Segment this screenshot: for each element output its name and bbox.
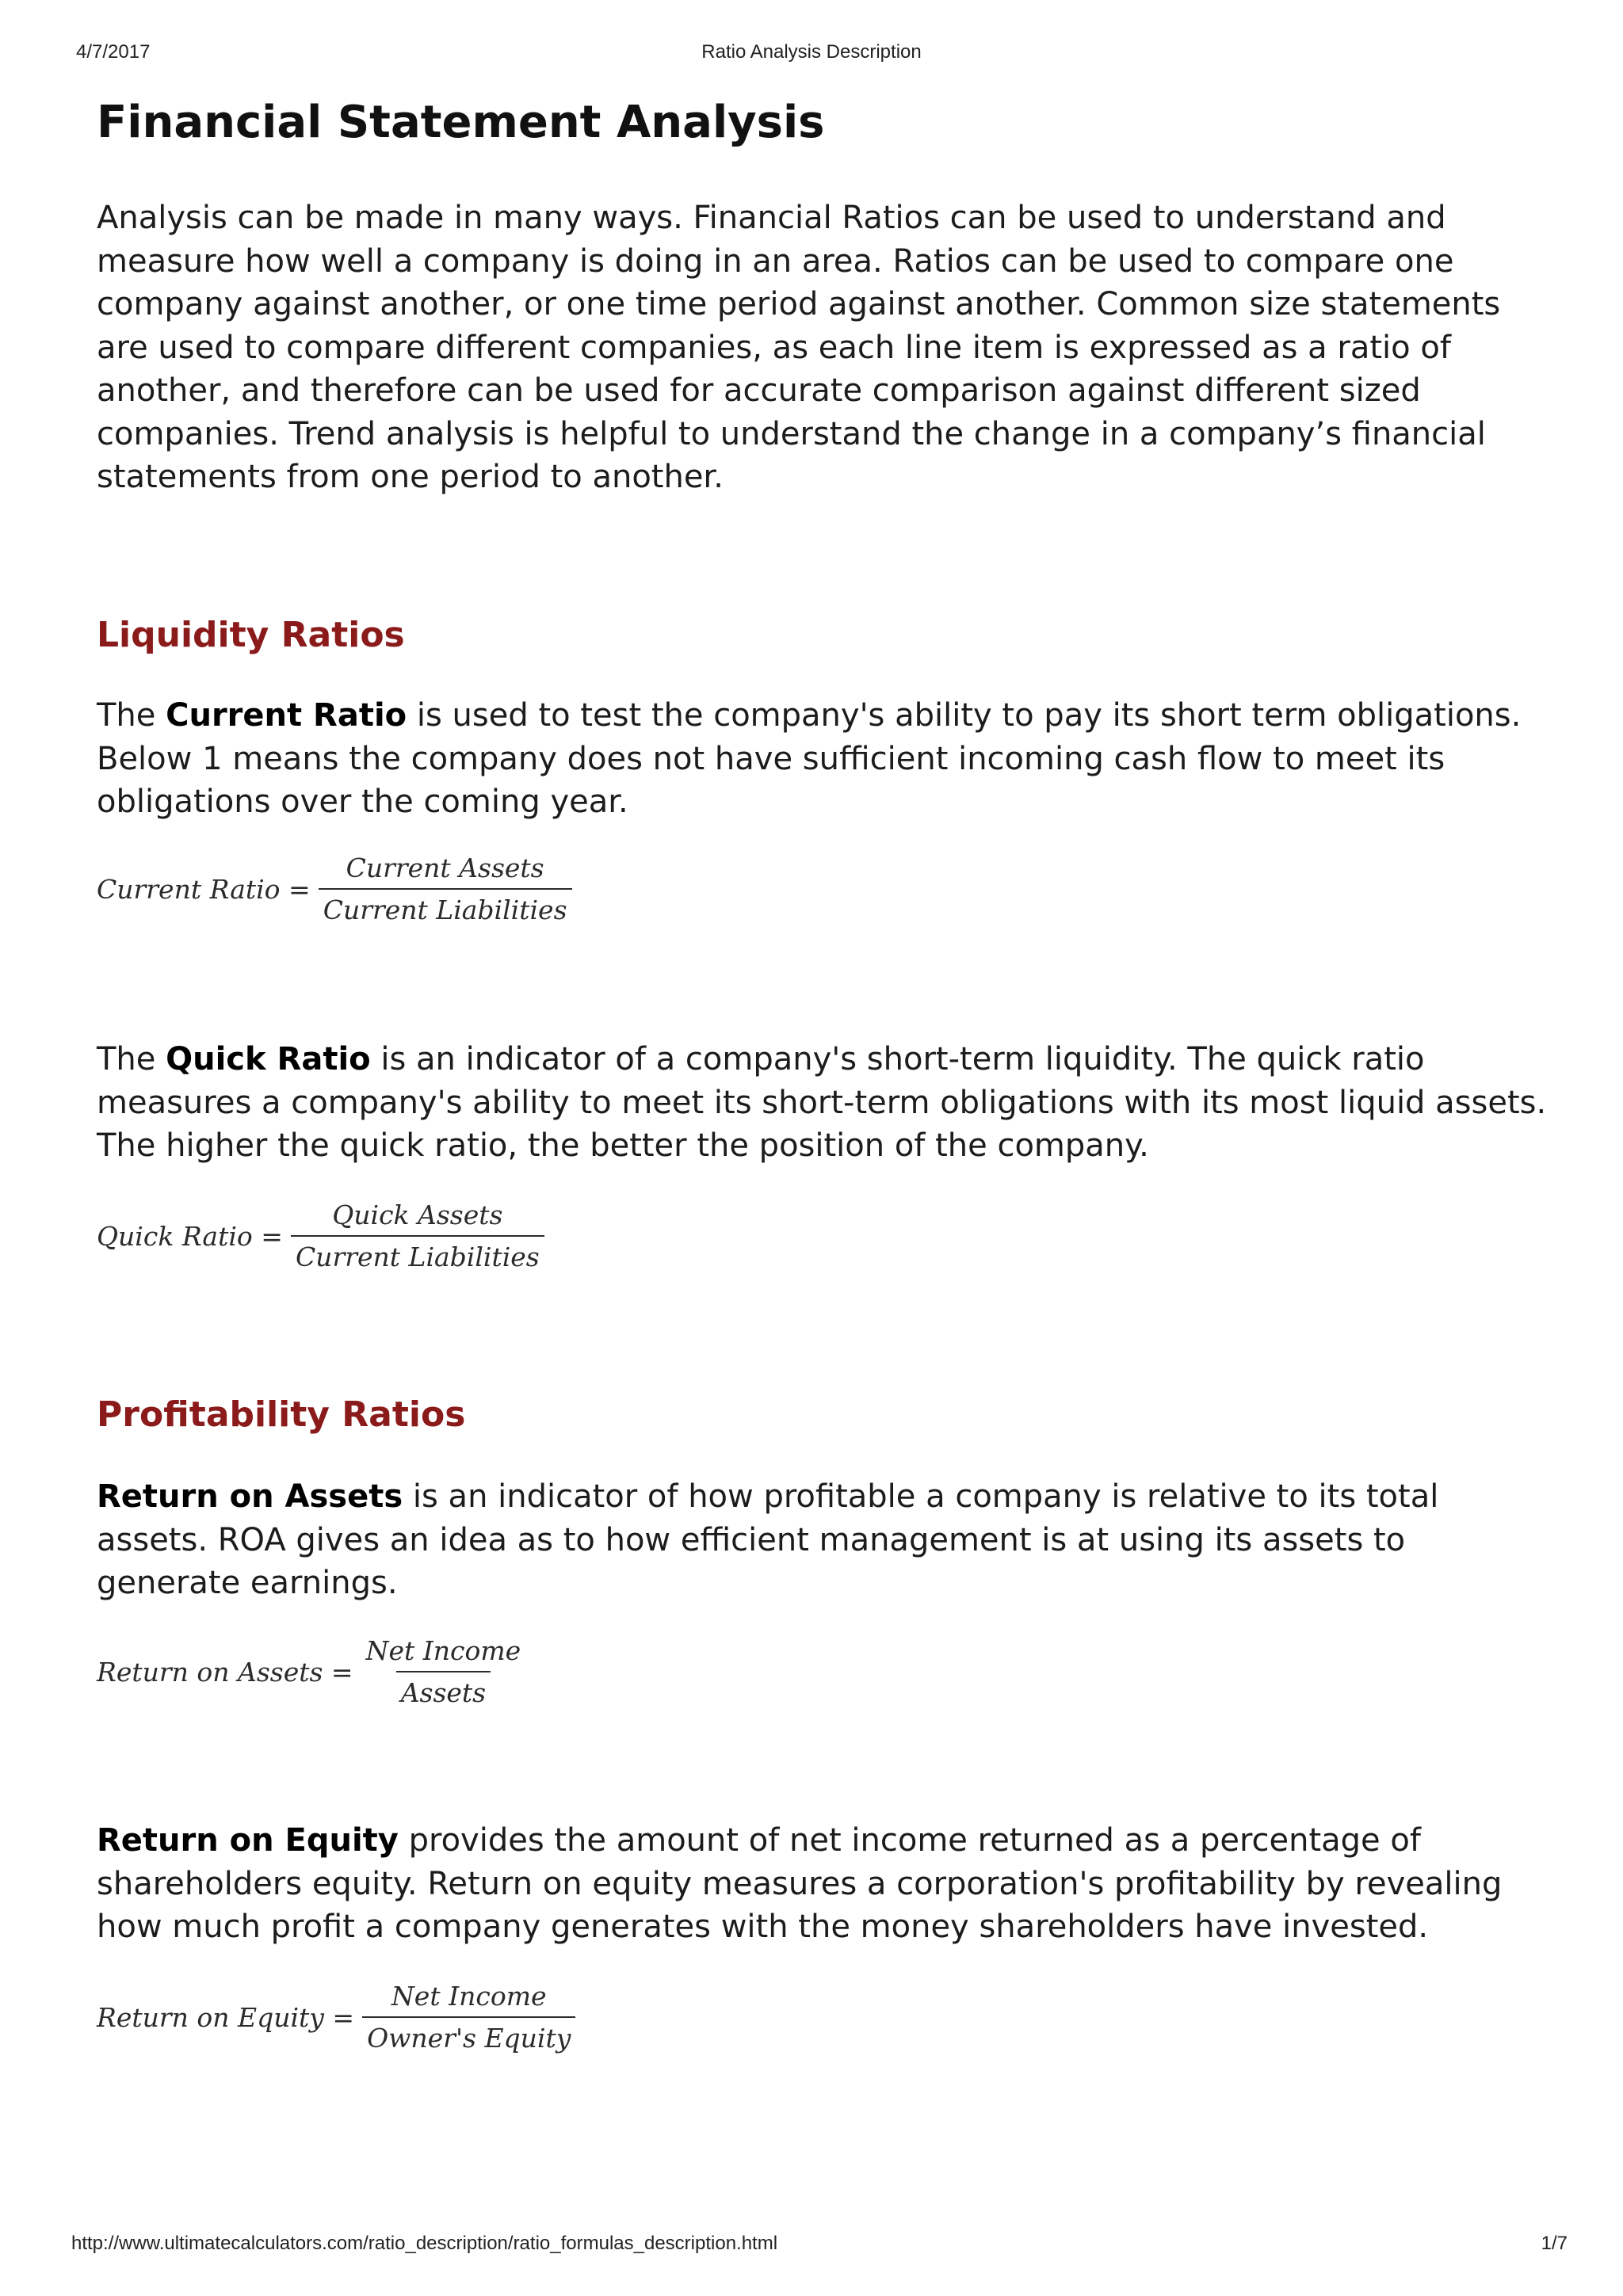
- formula-denominator: Current Liabilities: [291, 1235, 544, 1272]
- quick-ratio-text: is an indicator of a company's short-term liquidity. The quick ratio measures a company's ability to meet its short-term obligations with its most liquid assets. The higher the quick ratio, the better the position of the company.: [97, 1041, 1547, 1164]
- formula-numerator: Quick Assets: [332, 1199, 503, 1230]
- formula-lhs: Current Ratio =: [97, 873, 311, 905]
- roa-paragraph: [97, 1475, 1547, 1605]
- current-ratio-text: is used to test the company's ability to pay its short term obligations. Below 1 means the company does not have sufficient incoming cash flow to meet its obligations over the coming year.: [97, 697, 1522, 820]
- formula-numerator: Net Income: [365, 1635, 521, 1666]
- current-ratio-pre: The: [97, 697, 166, 734]
- formula-lhs: Return on Equity =: [97, 2001, 355, 2033]
- roa-text: is an indicator of how profitable a company is relative to its total assets. ROA gives an idea as to how efficient management is at using its assets to generate earnings.: [97, 1478, 1439, 1601]
- roe-formula: [97, 1981, 575, 2054]
- print-page-number: 1/7: [1541, 2233, 1568, 2254]
- quick-ratio-term: Quick Ratio: [166, 1041, 371, 1077]
- quick-ratio-pre: The: [97, 1041, 166, 1077]
- formula-numerator: Current Assets: [346, 852, 544, 883]
- roe-term: Return on Equity: [97, 1822, 399, 1859]
- page-title: Financial Statement Analysis: [97, 97, 825, 148]
- formula-numerator: Net Income: [391, 1981, 547, 2012]
- current-ratio-term: Current Ratio: [166, 697, 407, 734]
- formula-denominator: Assets: [396, 1671, 491, 1708]
- formula-lhs: Return on Assets =: [97, 1656, 353, 1688]
- quick-ratio-paragraph: [97, 1038, 1547, 1168]
- formula-fraction: [291, 1199, 544, 1272]
- section-heading-profitability: Profitability Ratios: [97, 1394, 466, 1435]
- formula-denominator: Current Liabilities: [319, 888, 572, 925]
- print-date: 4/7/2017: [76, 41, 151, 63]
- roe-paragraph: [97, 1819, 1547, 1949]
- roa-term: Return on Assets: [97, 1478, 403, 1515]
- print-page-title: Ratio Analysis Description: [701, 41, 922, 63]
- intro-paragraph: Analysis can be made in many ways. Financial Ratios can be used to understand and measure how well a company is doing in an area. Ratios can be used to compare one company against another, or one time period against another. Common size statements are used to compare different companies, as each line item is expressed as a ratio of another, and therefore can be used for accurate comparison against different sized companies. Trend analysis is helpful to understand the change in a company’s financial statements from one period to another.: [97, 200, 1501, 495]
- current-ratio-paragraph: [97, 694, 1547, 824]
- roa-formula: [97, 1635, 525, 1708]
- roe-text: provides the amount of net income returned as a percentage of shareholders equity. Return on equity measures a corporation's profitability by revealing how much profit a company generates with the money shareholders have invested.: [97, 1822, 1503, 1945]
- quick-ratio-formula: [97, 1199, 544, 1272]
- section-heading-liquidity: Liquidity Ratios: [97, 615, 405, 655]
- formula-lhs: Quick Ratio =: [97, 1220, 283, 1252]
- current-ratio-formula: [97, 852, 572, 925]
- formula-denominator: Owner's Equity: [362, 2016, 575, 2054]
- print-url: http://www.ultimatecalculators.com/ratio_description/ratio_formulas_description.html: [71, 2233, 778, 2254]
- formula-fraction: [361, 1635, 526, 1708]
- formula-fraction: [319, 852, 572, 925]
- formula-fraction: [362, 1981, 575, 2054]
